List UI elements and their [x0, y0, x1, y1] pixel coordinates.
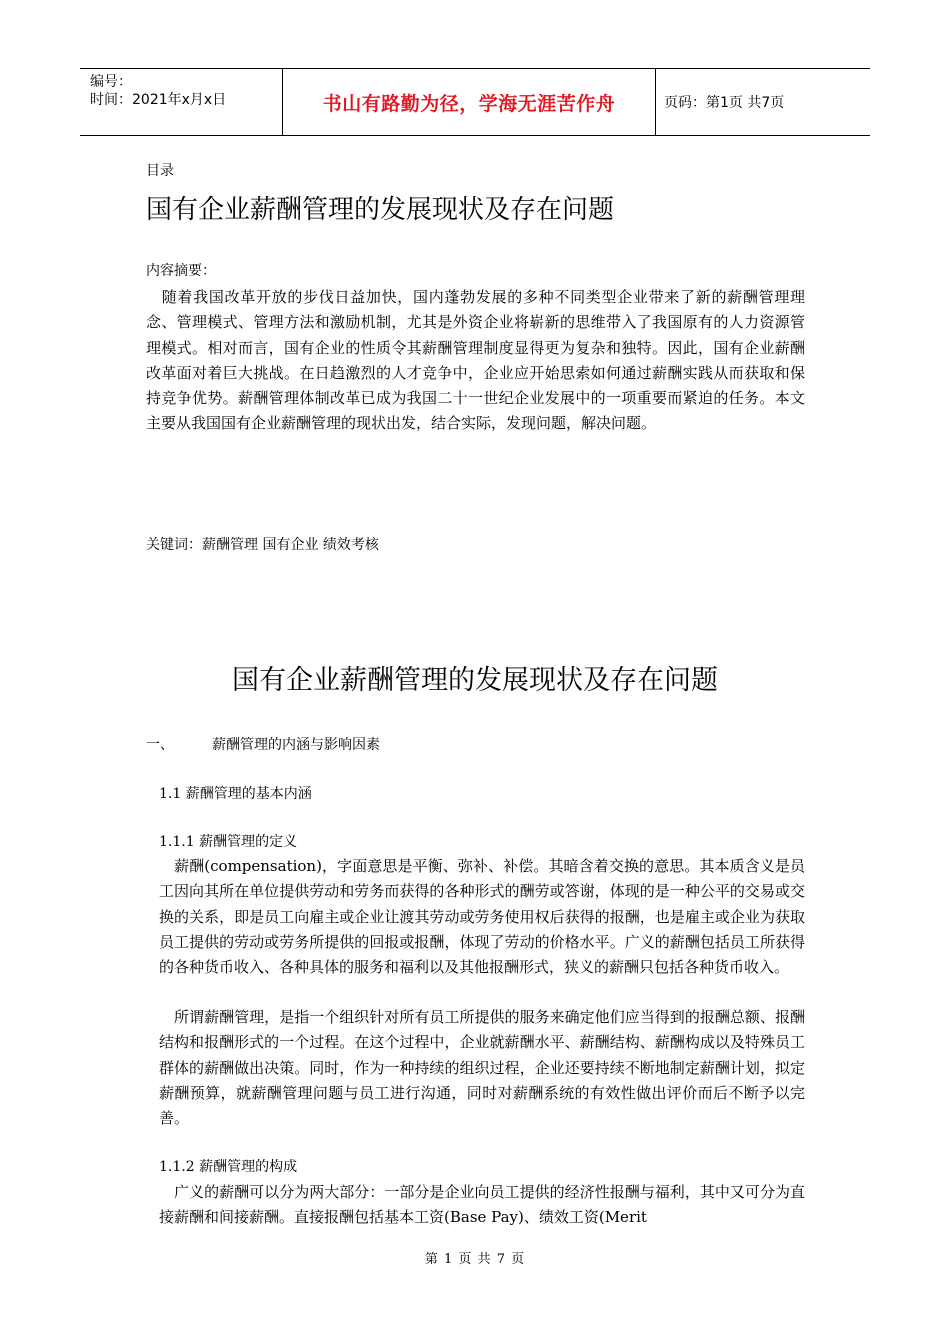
- paragraph-management-text: 所谓薪酬管理，是指一个组织针对所有员工所提供的服务来确定他们应当得到的报酬总额、报酬结构和报酬形式的一个过程。在这个过程中，企业就薪酬水平、薪酬结构、薪酬构成以及特殊员工群体的薪酬做出决策。同时，作为一种持续的组织过程，企业还要持续不断地制定薪酬计划，拟定薪酬预算，就薪酬管理问题与员工进行沟通，同时对薪酬系统的有效性做出评价而后不断予以完善。: [159, 1008, 805, 1128]
- paragraph-definition: [159, 854, 805, 980]
- page-footer: 第 1 页 共 7 页: [424, 1252, 526, 1267]
- heading-1-1-2: 1.1.2 薪酬管理的构成: [159, 1159, 298, 1175]
- abstract-label: 内容摘要：: [146, 263, 216, 279]
- abstract-text: 随着我国改革开放的步伐日益加快，国内蓬勃发展的多种不同类型企业带来了新的薪酬管理理念、管理模式、管理方法和激励机制，尤其是外资企业将崭新的思维带入了我国原有的人力资源管理模式。相对而言，国有企业的性质令其薪酬管理制度显得更为复杂和独特。因此，国有企业薪酬改革面对着巨大挑战。在日趋激烈的人才竞争中，企业应开始思索如何通过薪酬实践从而获取和保持竞争优势。薪酬管理体制改革已成为我国二十一世纪企业发展中的一项重要而紧迫的任务。本文主要从我国国有企业薪酬管理的现状出发，结合实际，发现问题，解决问题。: [146, 288, 805, 433]
- toc-label: 目录: [146, 163, 174, 179]
- keywords: 关键词：薪酬管理 国有企业 绩效考核: [146, 537, 379, 553]
- header-motto: 书山有路勤为径，学海无涯苦作舟: [322, 92, 616, 115]
- paragraph-composition-text: 广义的薪酬可以分为两大部分：一部分是企业向员工提供的经济性报酬与福利，其中又可分为直接薪酬和间接薪酬。直接报酬包括基本工资(Base Pay)、绩效工资(Merit: [159, 1183, 805, 1227]
- section-number: 一、: [146, 737, 174, 753]
- paragraph-definition-text: 薪酬(compensation)，字面意思是平衡、弥补、补偿。其暗含着交换的意思。其本质含义是员工因向其所在单位提供劳动和劳务而获得的各种形式的酬劳或答谢，体现的是一种公平的交易或交换的关系，即是员工向雇主或企业让渡其劳动或劳务使用权后获得的报酬，也是雇主或企业为获取员工提供的劳动或劳务所提供的回报或报酬，体现了劳动的价格水平。广义的薪酬包括员工所获得的各种货币收入、各种具体的服务和福利以及其他报酬形式，狭义的薪酬只包括各种货币收入。: [159, 857, 805, 977]
- document-code-label: 编号：: [90, 74, 132, 90]
- abstract-body: [146, 285, 805, 437]
- header-page-info: 页码：第1页 共7页: [664, 95, 785, 111]
- paragraph-management: [159, 1005, 805, 1131]
- section-title: 薪酬管理的内涵与影响因素: [212, 737, 380, 753]
- heading-1-1: 1.1 薪酬管理的基本内涵: [159, 786, 312, 802]
- top-title: 国有企业薪酬管理的发展现状及存在问题: [146, 195, 615, 225]
- document-date: 时间：2021年x月x日: [90, 92, 227, 108]
- main-title: 国有企业薪酬管理的发展现状及存在问题: [232, 665, 718, 696]
- document-header: [80, 68, 870, 136]
- heading-1-1-1: 1.1.1 薪酬管理的定义: [159, 834, 298, 850]
- paragraph-composition: [159, 1180, 805, 1231]
- header-meta: [80, 69, 282, 135]
- header-motto-cell: [282, 69, 656, 135]
- header-page-info-cell: [656, 69, 870, 135]
